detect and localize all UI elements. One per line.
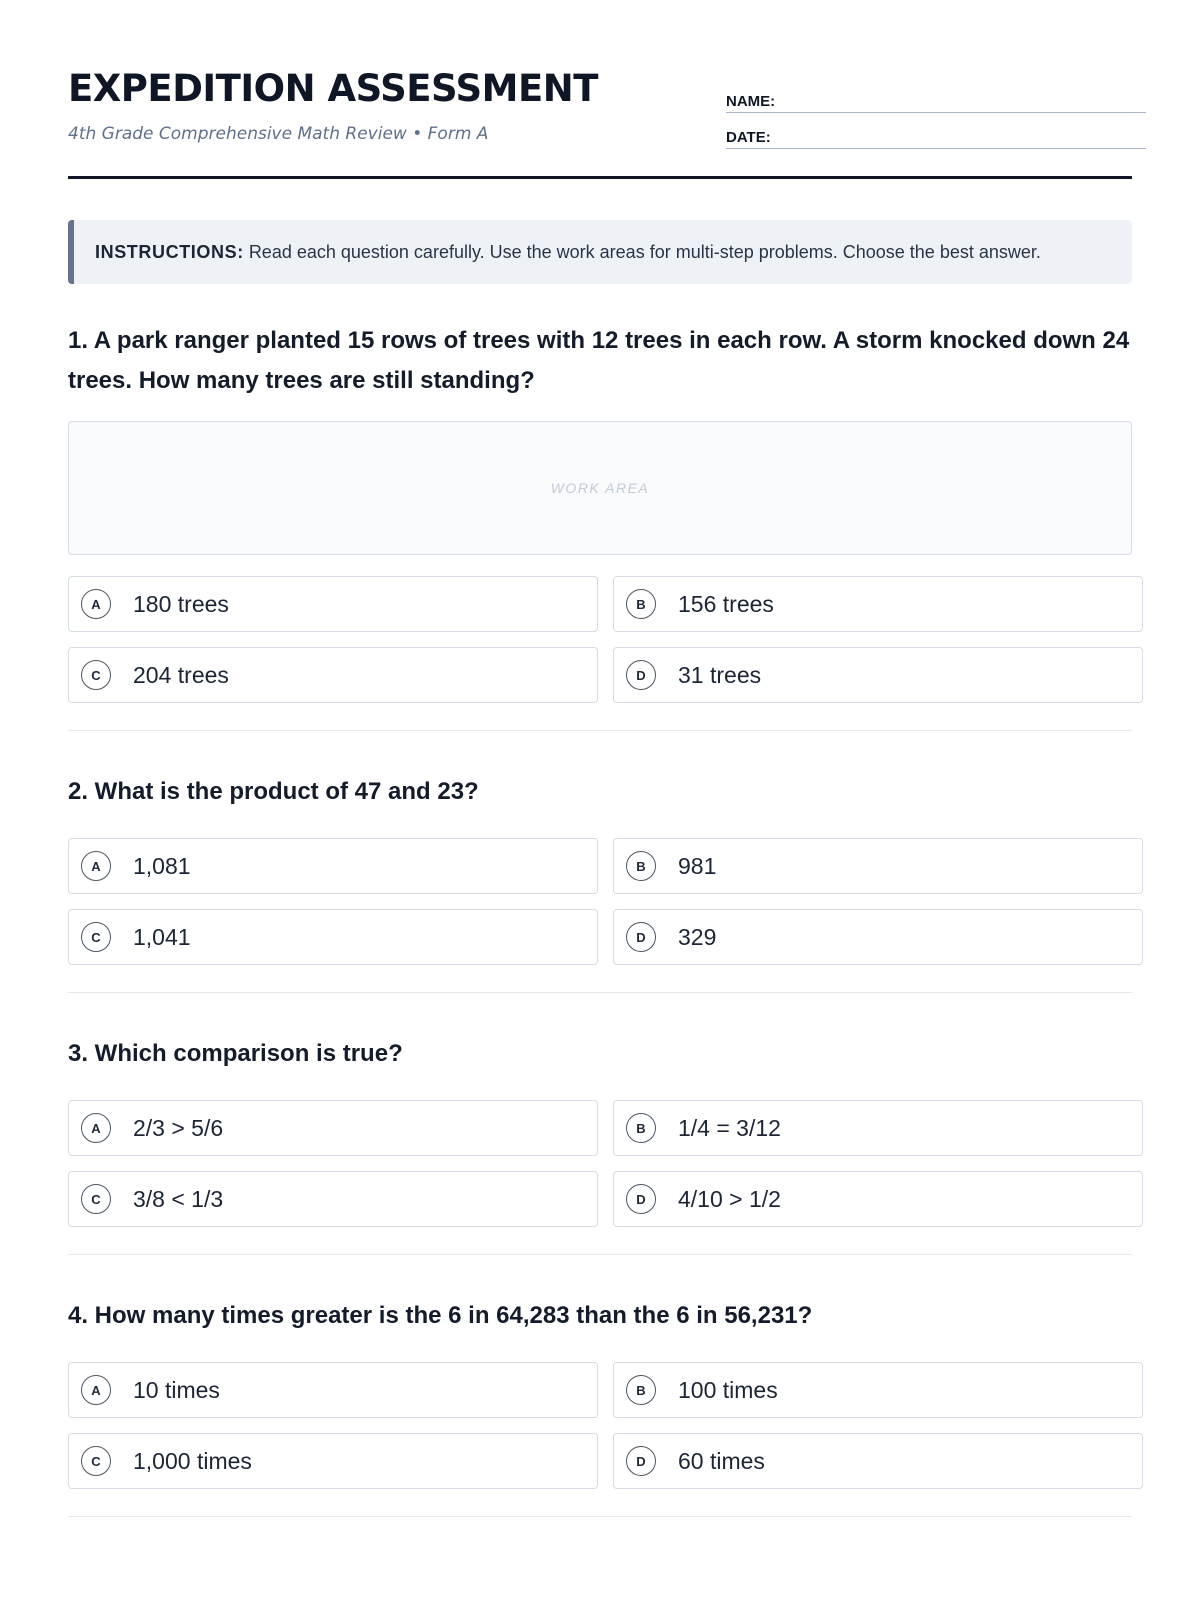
option-b[interactable] (613, 1100, 1143, 1156)
work-area[interactable] (68, 421, 1132, 555)
option-text: 4/10 > 1/2 (678, 1185, 781, 1212)
option-b[interactable] (613, 576, 1143, 632)
option-text: 3/8 < 1/3 (133, 1185, 224, 1212)
answer-options (68, 1100, 1132, 1227)
option-letter: A (81, 589, 111, 619)
option-letter: A (81, 1375, 111, 1405)
option-text: 156 trees (678, 590, 774, 617)
question-text: 4. How many times greater is the 6 in 64,283 than the 6 in 56,231? (68, 1302, 813, 1329)
option-letter: C (81, 1446, 111, 1476)
date-label: DATE: (726, 129, 771, 146)
date-field[interactable] (726, 122, 1146, 149)
option-b[interactable] (613, 838, 1143, 894)
instructions-text: Read each question carefully. Use the work areas for multi-step problems. Choose the best answer. (248, 242, 1041, 262)
option-text: 204 trees (133, 661, 229, 688)
question-4 (68, 1296, 1132, 1517)
option-text: 1,041 (133, 923, 191, 950)
option-text: 10 times (133, 1376, 220, 1403)
instructions-label: INSTRUCTIONS: (95, 242, 244, 262)
option-letter: D (626, 1184, 656, 1214)
page-subtitle: 4th Grade Comprehensive Math Review • Form A (68, 124, 489, 144)
option-letter: A (81, 851, 111, 881)
option-text: 100 times (678, 1376, 778, 1403)
student-fields (726, 86, 1146, 158)
option-letter: C (81, 660, 111, 690)
option-b[interactable] (613, 1362, 1143, 1418)
option-letter: B (626, 851, 656, 881)
answer-options (68, 576, 1132, 703)
option-text: 31 trees (678, 661, 762, 688)
option-text: 1,081 (133, 852, 191, 879)
option-c[interactable] (68, 1433, 598, 1489)
question-text: 3. Which comparison is true? (68, 1040, 403, 1067)
page-title: EXPEDITION ASSESSMENT (68, 67, 598, 110)
option-a[interactable] (68, 576, 598, 632)
option-letter: D (626, 922, 656, 952)
option-a[interactable] (68, 1100, 598, 1156)
question-text: 2. What is the product of 47 and 23? (68, 778, 479, 805)
option-letter: A (81, 1113, 111, 1143)
work-area-label: WORK AREA (550, 480, 650, 496)
option-c[interactable] (68, 909, 598, 965)
option-text: 60 times (678, 1447, 765, 1474)
option-text: 180 trees (133, 590, 229, 617)
option-text: 1/4 = 3/12 (678, 1114, 781, 1141)
option-letter: B (626, 589, 656, 619)
option-text: 329 (678, 923, 717, 950)
instructions-box (68, 220, 1132, 284)
question-3 (68, 1034, 1132, 1255)
option-d[interactable] (613, 1433, 1143, 1489)
question-text: 1. A park ranger planted 15 rows of trees with 12 trees in each row. A storm knocked down 24 trees. How many trees are still standing? (68, 327, 1130, 394)
answer-options (68, 1362, 1132, 1489)
answer-options (68, 838, 1132, 965)
option-letter: D (626, 660, 656, 690)
option-text: 1,000 times (133, 1447, 252, 1474)
option-letter: B (626, 1375, 656, 1405)
option-letter: D (626, 1446, 656, 1476)
header (68, 0, 1132, 179)
option-text: 2/3 > 5/6 (133, 1114, 224, 1141)
option-letter: C (81, 1184, 111, 1214)
option-letter: C (81, 922, 111, 952)
option-a[interactable] (68, 838, 598, 894)
option-letter: B (626, 1113, 656, 1143)
option-d[interactable] (613, 647, 1143, 703)
option-text: 981 (678, 852, 717, 879)
option-d[interactable] (613, 909, 1143, 965)
question-2 (68, 772, 1132, 993)
option-c[interactable] (68, 1171, 598, 1227)
name-label: NAME: (726, 93, 776, 110)
option-c[interactable] (68, 647, 598, 703)
option-a[interactable] (68, 1362, 598, 1418)
option-d[interactable] (613, 1171, 1143, 1227)
question-1 (68, 321, 1132, 731)
name-field[interactable] (726, 86, 1146, 113)
